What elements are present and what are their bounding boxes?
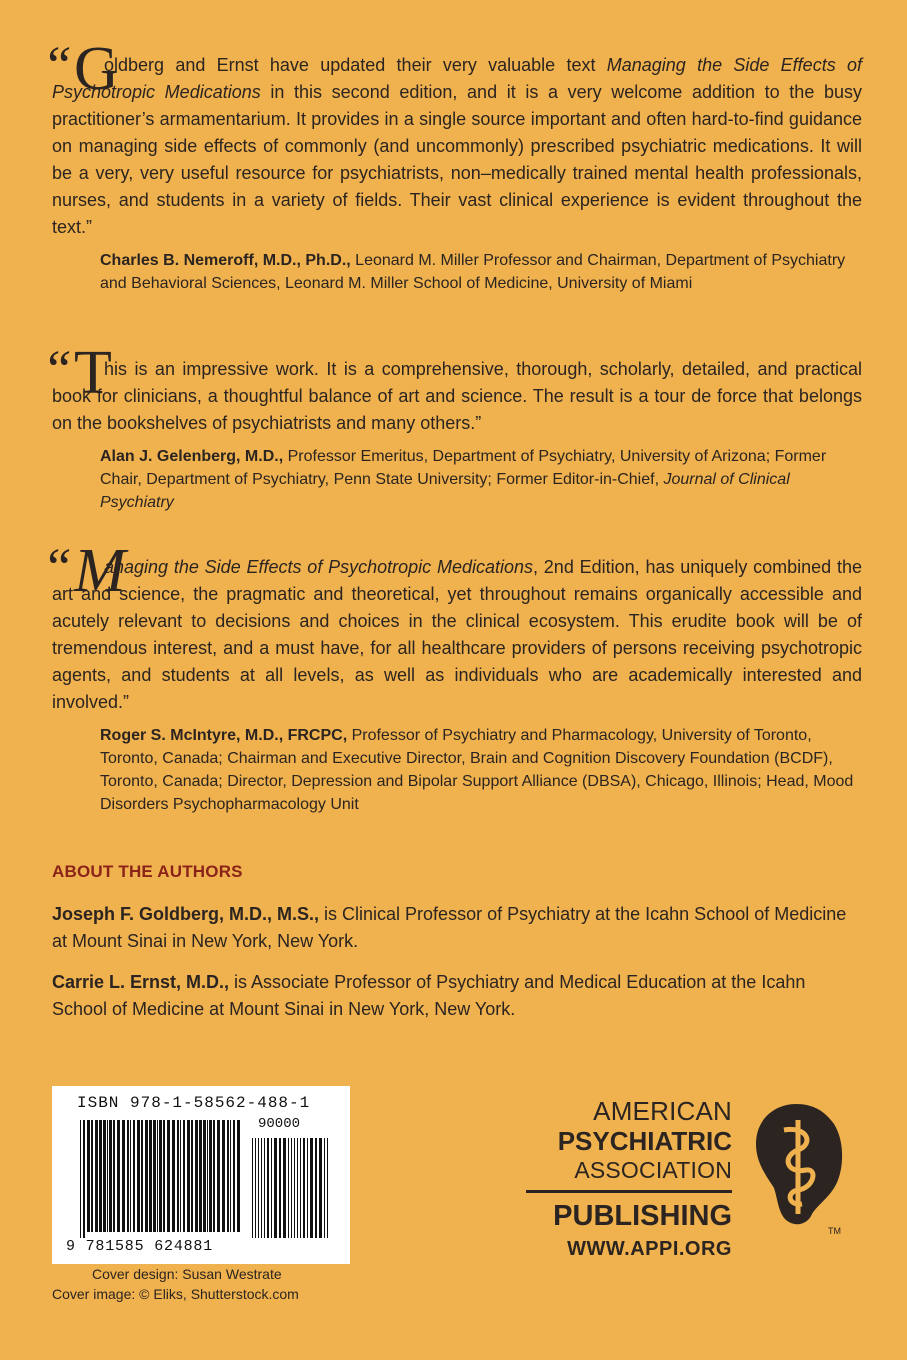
barcode-bar — [117, 1120, 120, 1232]
barcode-addon-bar — [264, 1138, 265, 1238]
barcode-bar — [153, 1120, 156, 1232]
barcode-bar — [127, 1120, 129, 1232]
barcode-bar — [107, 1120, 108, 1232]
cover-credits — [52, 1264, 299, 1304]
barcode-addon-bar — [315, 1138, 317, 1238]
barcode-bar — [209, 1120, 212, 1232]
barcode-bar — [122, 1120, 125, 1232]
barcode-addon-bar — [267, 1138, 269, 1238]
cover-design-credit: Cover design: Susan Westrate — [92, 1266, 282, 1282]
quote-text: oldberg and Ernst have updated their very valuable text Managing the Side Effects of Psychotropic Medications in this second edition, and it is a very welcome addition to the busy practitioner’s armamentarium. It provides in a single source important and often hard-to-find guidance on managing side effects of commonly (and uncommonly) prescribed psychiatric medications. It will be a very, very useful resource for psychiatrists, non–medically trained mental health professionals, nurses, and students in a variety of fields. Their vast clinical experience is evident throughout the text.” — [52, 55, 862, 237]
barcode-bar — [187, 1120, 190, 1232]
quote-3 — [42, 537, 862, 816]
barcode-bar — [191, 1120, 193, 1232]
barcode-bar — [141, 1120, 143, 1232]
drop-cap: G — [74, 35, 119, 103]
publisher-line-american: AMERICAN — [593, 1096, 732, 1126]
publisher-line-psychiatric: PSYCHIATRIC — [557, 1126, 732, 1156]
barcode-bar — [145, 1120, 148, 1232]
barcode-addon-bar — [288, 1138, 289, 1238]
open-quote-mark: “ — [42, 339, 73, 399]
quote-attribution: Roger S. McIntyre, M.D., FRCPC, Professor of Psychiatry and Pharmacology, University of Toronto, Toronto, Canada; Chairman and Executive Director, Brain and Cognition Discovery Foundation (BCDF), Toronto, Canada; Director, Depression and Bipolar Support Alliance (DBSA), Chicago, Illinois; Head, Mood Disorders Psychopharmacology Unit — [100, 727, 854, 813]
barcode-addon-bar — [303, 1138, 305, 1238]
barcode-bar — [95, 1120, 98, 1232]
barcode-bar — [159, 1120, 162, 1232]
barcode-addon-bar — [319, 1138, 322, 1238]
barcode-bar — [109, 1120, 112, 1232]
barcode-bar — [163, 1120, 165, 1232]
price-code: 90000 — [258, 1116, 301, 1132]
barcode-addon-bar — [252, 1138, 253, 1238]
barcode-addon-bar — [279, 1138, 281, 1238]
barcode-bar — [83, 1120, 85, 1238]
barcode-addon-bar — [258, 1138, 259, 1238]
barcode-bar — [99, 1120, 102, 1232]
barcode-bar — [157, 1120, 158, 1232]
publisher-divider — [526, 1190, 732, 1193]
barcode-bar — [103, 1120, 106, 1232]
barcode-addon-bar — [283, 1138, 286, 1238]
barcode-addon-bar — [261, 1138, 262, 1238]
barcode-bar — [207, 1120, 208, 1232]
barcode-addon-bar — [300, 1138, 301, 1238]
trademark-mark: TM — [828, 1226, 841, 1236]
barcode-bar — [149, 1120, 152, 1232]
barcode-addon-bar — [271, 1138, 272, 1238]
open-quote-mark: “ — [42, 35, 73, 95]
barcode-addon-bar — [291, 1138, 292, 1238]
ean-digits: 9 781585 624881 — [66, 1238, 214, 1255]
barcode-addon-bar — [294, 1138, 295, 1238]
quote-attribution: Charles B. Nemeroff, M.D., Ph.D., Leonard M. Miller Professor and Chairman, Department of Psychiatry and Behavioral Sciences, Leonard M. Miller School of Medicine, University of Miami — [100, 252, 846, 292]
barcode-bar — [113, 1120, 115, 1232]
barcode-bar — [80, 1120, 81, 1238]
barcode-bar — [91, 1120, 93, 1232]
quote-text: anaging the Side Effects of Psychotropic Medications, 2nd Edition, has uniquely combined the art and science, the pragmatic and theoretical, yet throughout remains organically accessible and acutely relevant to decisions and choices in the clinical ecosystem. This erudite book will be of tremendous interest, and a must have, for all healthcare providers of persons receiving psychotropic agents, and students at all levels, as well as individuals who are academically interested and involved.” — [52, 557, 862, 712]
author-bio-goldberg: Joseph F. Goldberg, M.D., M.S., is Clinical Professor of Psychiatry at the Icahn School of Medicine at Mount Sinai in New York, New York. — [52, 904, 847, 951]
quote-2 — [42, 339, 862, 514]
barcode-bar — [230, 1120, 231, 1232]
barcode-bar — [167, 1120, 170, 1232]
barcode-bar — [130, 1120, 131, 1232]
barcode-addon-bar — [307, 1138, 308, 1238]
barcode-bar — [87, 1120, 90, 1232]
about-heading: ABOUT THE AUTHORS — [52, 862, 243, 881]
barcode-addon-bar — [297, 1138, 298, 1238]
quote-1 — [42, 35, 862, 295]
quote-text: his is an impressive work. It is a comprehensive, thorough, scholarly, detailed, and practical book for clinicians, a thoughtful balance of art and science. The result is a tour de force that belongs on the bookshelves of psychiatrists and many others.” — [52, 359, 862, 433]
cover-image-credit: Cover image: © Eliks, Shutterstock.com — [52, 1286, 299, 1302]
barcode-bar — [172, 1120, 175, 1232]
barcode-bar — [213, 1120, 215, 1232]
isbn-text: ISBN 978-1-58562-488-1 — [77, 1094, 311, 1112]
publisher-url: WWW.APPI.ORG — [567, 1238, 732, 1260]
barcode-bar — [195, 1120, 198, 1232]
barcode-addon-bar — [274, 1138, 277, 1238]
barcode-addon-bar — [255, 1138, 256, 1238]
barcode-addon-bar — [327, 1138, 328, 1238]
drop-cap: T — [74, 339, 112, 407]
barcode-bar — [183, 1120, 185, 1232]
barcode-bar — [177, 1120, 179, 1232]
publisher-line-publishing: PUBLISHING — [553, 1200, 732, 1232]
publisher-wordmark — [526, 1096, 732, 1233]
barcode-addon-bar — [310, 1138, 313, 1238]
publisher-line-association: ASSOCIATION — [574, 1157, 732, 1183]
open-quote-mark: “ — [42, 537, 73, 597]
barcode-bar — [222, 1120, 225, 1232]
barcode-bar — [227, 1120, 229, 1232]
barcode-bar — [199, 1120, 202, 1232]
barcode-bar — [133, 1120, 135, 1232]
apa-brain-logo-icon — [748, 1096, 848, 1236]
author-bio-ernst: Carrie L. Ernst, M.D., is Associate Professor of Psychiatry and Medical Education at the Icahn School of Medicine at Mount Sinai in New York, New York. — [52, 972, 806, 1019]
quote-attribution: Alan J. Gelenberg, M.D., Professor Emeritus, Department of Psychiatry, University of Arizona; Former Chair, Department of Psychiatry, Penn State University; Former Editor-in-Chief, Journal of Clinical Psychiatry — [100, 448, 827, 511]
barcode-box — [52, 1086, 350, 1264]
barcode-bar — [203, 1120, 206, 1232]
drop-cap: M — [74, 537, 126, 605]
barcode-bar — [180, 1120, 181, 1232]
barcode-bar — [237, 1120, 240, 1232]
barcode-addon-bar — [324, 1138, 325, 1238]
barcode-bar — [217, 1120, 220, 1232]
barcode-bar — [137, 1120, 140, 1232]
barcode-bar — [233, 1120, 235, 1232]
